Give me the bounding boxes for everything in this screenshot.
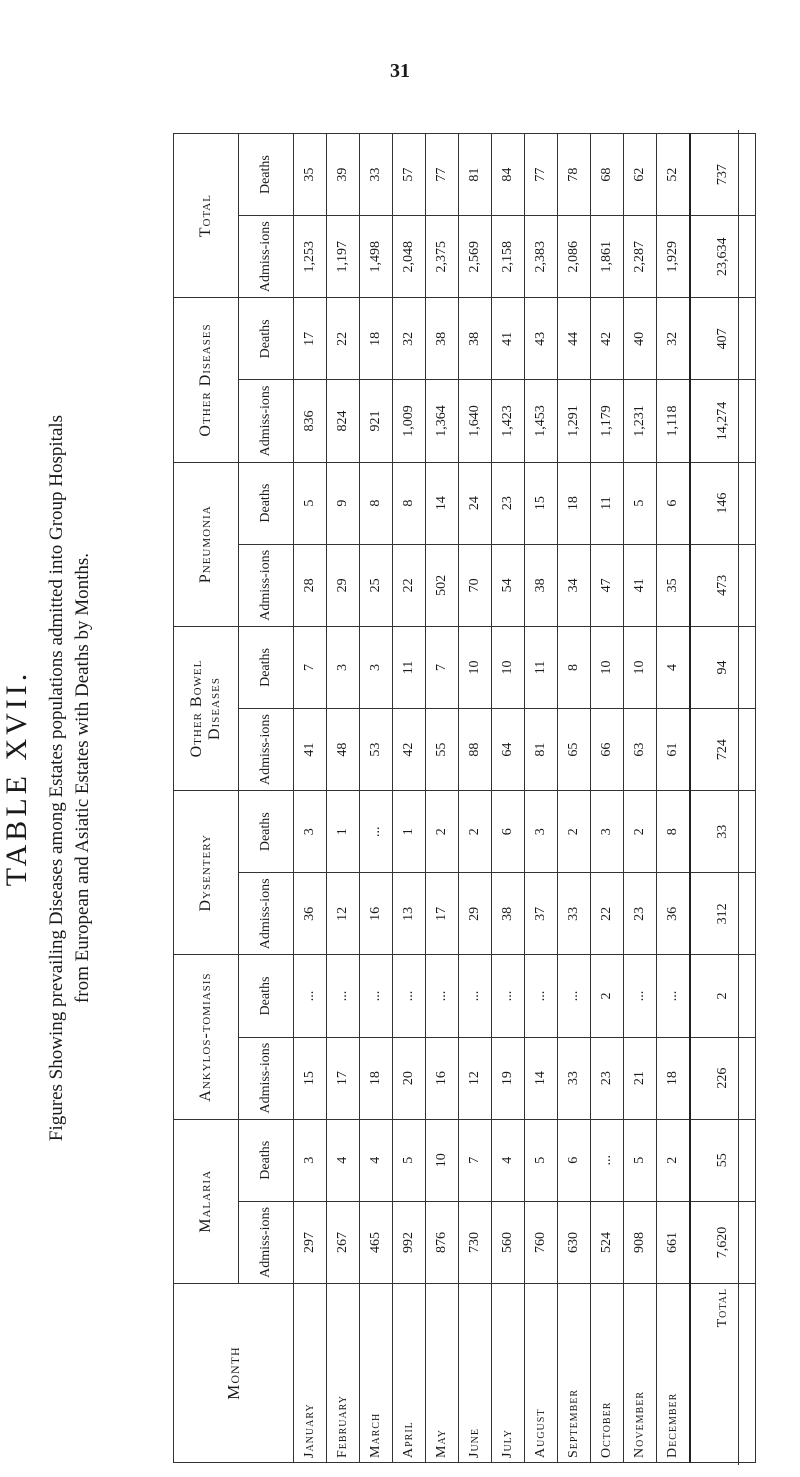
- sub-header-admissions: Admiss-ions: [238, 1037, 293, 1119]
- sub-header-admissions: Admiss-ions: [238, 1201, 293, 1283]
- admissions-cell: 661: [656, 1201, 689, 1283]
- deaths-cell: 6: [557, 1119, 590, 1201]
- admissions-cell: 502: [425, 544, 458, 626]
- month-label: December: [664, 1392, 680, 1458]
- table-row: [359, 133, 392, 1462]
- admissions-cell: 22: [392, 544, 425, 626]
- deaths-cell: 78: [557, 133, 590, 215]
- deaths-cell: 44: [557, 297, 590, 379]
- deaths-cell: 3: [293, 1119, 326, 1201]
- admissions-cell: 465: [359, 1201, 392, 1283]
- deaths-cell: 14: [425, 462, 458, 544]
- admissions-cell: 81: [524, 708, 557, 790]
- deaths-cell: ...: [293, 954, 326, 1036]
- deaths-cell: 3: [359, 626, 392, 708]
- deaths-cell: 11: [590, 462, 623, 544]
- month-cell: [458, 1283, 491, 1462]
- deaths-cell: 7: [425, 626, 458, 708]
- admissions-cell: 1,453: [524, 379, 557, 461]
- group-header-pneumonia: Pneumonia: [173, 462, 238, 626]
- month-cell: [524, 1283, 557, 1462]
- total-admissions-cell: 312: [689, 872, 755, 954]
- admissions-cell: 29: [458, 872, 491, 954]
- deaths-cell: 5: [623, 1119, 656, 1201]
- deaths-cell: 4: [656, 626, 689, 708]
- deaths-cell: 8: [359, 462, 392, 544]
- total-deaths-cell: 737: [689, 133, 755, 215]
- deaths-cell: ...: [425, 954, 458, 1036]
- deaths-cell: 22: [326, 297, 359, 379]
- deaths-cell: 52: [656, 133, 689, 215]
- sub-header-admissions: Admiss-ions: [238, 215, 293, 297]
- admissions-cell: 12: [458, 1037, 491, 1119]
- table-subtitle-line-1: Figures Showing prevailing Diseases among Estates populations admitted into Group Hospitals: [46, 414, 67, 1142]
- admissions-cell: 1,929: [656, 215, 689, 297]
- admissions-cell: 66: [590, 708, 623, 790]
- table-area: [170, 130, 735, 1465]
- admissions-cell: 1,197: [326, 215, 359, 297]
- deaths-cell: 35: [293, 133, 326, 215]
- admissions-cell: 37: [524, 872, 557, 954]
- deaths-cell: 18: [557, 462, 590, 544]
- admissions-cell: 267: [326, 1201, 359, 1283]
- admissions-cell: 42: [392, 708, 425, 790]
- month-cell: [293, 1283, 326, 1462]
- group-header-dysentery: Dysentery: [173, 790, 238, 954]
- deaths-cell: 3: [326, 626, 359, 708]
- admissions-cell: 33: [557, 872, 590, 954]
- total-deaths-cell: 407: [689, 297, 755, 379]
- deaths-cell: ...: [359, 790, 392, 872]
- sub-header-deaths: Deaths: [238, 462, 293, 544]
- month-label: August: [532, 1408, 548, 1458]
- deaths-cell: 10: [458, 626, 491, 708]
- month-cell: [326, 1283, 359, 1462]
- sub-header-deaths: Deaths: [238, 954, 293, 1036]
- deaths-cell: 10: [590, 626, 623, 708]
- admissions-cell: 1,231: [623, 379, 656, 461]
- admissions-cell: 1,179: [590, 379, 623, 461]
- deaths-cell: 7: [458, 1119, 491, 1201]
- deaths-cell: 2: [557, 790, 590, 872]
- sub-header-admissions: Admiss-ions: [238, 708, 293, 790]
- admissions-cell: 53: [359, 708, 392, 790]
- admissions-cell: 12: [326, 872, 359, 954]
- table-row: [293, 133, 326, 1462]
- admissions-cell: 730: [458, 1201, 491, 1283]
- admissions-cell: 630: [557, 1201, 590, 1283]
- admissions-cell: 41: [293, 708, 326, 790]
- deaths-cell: 23: [491, 462, 524, 544]
- admissions-cell: 23: [590, 1037, 623, 1119]
- admissions-cell: 21: [623, 1037, 656, 1119]
- admissions-cell: 992: [392, 1201, 425, 1283]
- deaths-cell: 10: [491, 626, 524, 708]
- deaths-cell: 38: [425, 297, 458, 379]
- deaths-cell: 33: [359, 133, 392, 215]
- deaths-cell: 3: [293, 790, 326, 872]
- deaths-cell: 10: [425, 1119, 458, 1201]
- deaths-cell: 2: [458, 790, 491, 872]
- table-body: [293, 133, 755, 1462]
- deaths-cell: 38: [458, 297, 491, 379]
- deaths-cell: 8: [557, 626, 590, 708]
- admissions-cell: 38: [491, 872, 524, 954]
- admissions-cell: 63: [623, 708, 656, 790]
- total-admissions-cell: 226: [689, 1037, 755, 1119]
- admissions-cell: 36: [293, 872, 326, 954]
- admissions-cell: 2,383: [524, 215, 557, 297]
- month-cell: [557, 1283, 590, 1462]
- month-cell: [425, 1283, 458, 1462]
- table-row: [623, 133, 656, 1462]
- admissions-cell: 1,423: [491, 379, 524, 461]
- total-admissions-cell: 14,274: [689, 379, 755, 461]
- admissions-cell: 35: [656, 544, 689, 626]
- table-row: [458, 133, 491, 1462]
- month-label: February: [334, 1394, 350, 1458]
- admissions-cell: 41: [623, 544, 656, 626]
- admissions-cell: 17: [425, 872, 458, 954]
- admissions-cell: 36: [656, 872, 689, 954]
- deaths-cell: 2: [656, 1119, 689, 1201]
- admissions-cell: 13: [392, 872, 425, 954]
- rotated-table: [173, 133, 733, 1463]
- deaths-cell: 17: [293, 297, 326, 379]
- admissions-cell: 2,287: [623, 215, 656, 297]
- total-admissions-cell: 23,634: [689, 215, 755, 297]
- sub-header-admissions: Admiss-ions: [238, 872, 293, 954]
- admissions-cell: 1,118: [656, 379, 689, 461]
- table-title: TABLE XVII.: [0, 669, 33, 887]
- month-label: January: [301, 1402, 317, 1458]
- total-admissions-cell: 473: [689, 544, 755, 626]
- table-row: [524, 133, 557, 1462]
- admissions-cell: 65: [557, 708, 590, 790]
- sub-header-deaths: Deaths: [238, 297, 293, 379]
- deaths-cell: 62: [623, 133, 656, 215]
- sub-header-deaths: Deaths: [238, 1119, 293, 1201]
- month-label: July: [499, 1428, 515, 1458]
- deaths-cell: 43: [524, 297, 557, 379]
- admissions-cell: 64: [491, 708, 524, 790]
- deaths-cell: ...: [590, 1119, 623, 1201]
- group-header-ankylostomiasis: Ankylos-tomiasis: [173, 954, 238, 1118]
- deaths-cell: 4: [491, 1119, 524, 1201]
- admissions-cell: 15: [293, 1037, 326, 1119]
- admissions-cell: 88: [458, 708, 491, 790]
- sub-header-deaths: Deaths: [238, 133, 293, 215]
- sub-header-deaths: Deaths: [238, 626, 293, 708]
- admissions-cell: 48: [326, 708, 359, 790]
- admissions-cell: 1,861: [590, 215, 623, 297]
- deaths-cell: 68: [590, 133, 623, 215]
- deaths-cell: 84: [491, 133, 524, 215]
- deaths-cell: 40: [623, 297, 656, 379]
- deaths-cell: ...: [656, 954, 689, 1036]
- table-row: [326, 133, 359, 1462]
- month-label: June: [466, 1427, 482, 1458]
- admissions-cell: 297: [293, 1201, 326, 1283]
- admissions-cell: 16: [425, 1037, 458, 1119]
- admissions-cell: 18: [359, 1037, 392, 1119]
- month-label: May: [433, 1428, 449, 1458]
- month-label: October: [598, 1401, 614, 1458]
- deaths-cell: 11: [392, 626, 425, 708]
- deaths-cell: 5: [293, 462, 326, 544]
- admissions-cell: 560: [491, 1201, 524, 1283]
- admissions-cell: 18: [656, 1037, 689, 1119]
- deaths-cell: 8: [656, 790, 689, 872]
- disease-table: [173, 133, 756, 1463]
- table-subtitle-line-2: from European and Asiatic Estates with Deaths by Months.: [71, 552, 93, 1004]
- table-row: [656, 133, 689, 1462]
- deaths-cell: 32: [656, 297, 689, 379]
- admissions-cell: 19: [491, 1037, 524, 1119]
- total-admissions-cell: 724: [689, 708, 755, 790]
- group-header-malaria: Malaria: [173, 1119, 238, 1283]
- total-deaths-cell: 2: [689, 954, 755, 1036]
- admissions-cell: 2,048: [392, 215, 425, 297]
- admissions-cell: 14: [524, 1037, 557, 1119]
- total-deaths-cell: 146: [689, 462, 755, 544]
- admissions-cell: 17: [326, 1037, 359, 1119]
- group-header-total: Total: [173, 133, 238, 297]
- month-label: September: [565, 1388, 581, 1458]
- deaths-cell: 7: [293, 626, 326, 708]
- admissions-cell: 70: [458, 544, 491, 626]
- deaths-cell: 41: [491, 297, 524, 379]
- admissions-cell: 34: [557, 544, 590, 626]
- total-row: [689, 133, 755, 1462]
- deaths-cell: 1: [326, 790, 359, 872]
- deaths-cell: 4: [359, 1119, 392, 1201]
- sub-header-admissions: Admiss-ions: [238, 544, 293, 626]
- month-cell: [623, 1283, 656, 1462]
- admissions-cell: 2,569: [458, 215, 491, 297]
- deaths-cell: 11: [524, 626, 557, 708]
- admissions-cell: 23: [623, 872, 656, 954]
- admissions-cell: 1,498: [359, 215, 392, 297]
- admissions-cell: 54: [491, 544, 524, 626]
- deaths-cell: ...: [326, 954, 359, 1036]
- deaths-cell: 2: [425, 790, 458, 872]
- table-row: [392, 133, 425, 1462]
- sub-header-deaths: Deaths: [238, 790, 293, 872]
- admissions-cell: 33: [557, 1037, 590, 1119]
- admissions-cell: 824: [326, 379, 359, 461]
- admissions-cell: 61: [656, 708, 689, 790]
- admissions-cell: 908: [623, 1201, 656, 1283]
- deaths-cell: 2: [590, 954, 623, 1036]
- admissions-cell: 20: [392, 1037, 425, 1119]
- deaths-cell: ...: [557, 954, 590, 1036]
- total-deaths-cell: 33: [689, 790, 755, 872]
- deaths-cell: ...: [623, 954, 656, 1036]
- deaths-cell: 3: [524, 790, 557, 872]
- deaths-cell: 39: [326, 133, 359, 215]
- month-cell: [359, 1283, 392, 1462]
- group-header-other-diseases: Other Diseases: [173, 297, 238, 461]
- admissions-cell: 1,253: [293, 215, 326, 297]
- deaths-cell: 6: [656, 462, 689, 544]
- table-row: [557, 133, 590, 1462]
- admissions-cell: 25: [359, 544, 392, 626]
- deaths-cell: 2: [623, 790, 656, 872]
- table-row: [491, 133, 524, 1462]
- sub-header-row: [238, 133, 293, 1462]
- total-label: Total: [689, 1283, 755, 1462]
- month-header: Month: [173, 1283, 293, 1462]
- sub-header-admissions: Admiss-ions: [238, 379, 293, 461]
- deaths-cell: 5: [524, 1119, 557, 1201]
- deaths-cell: 10: [623, 626, 656, 708]
- month-label: November: [631, 1390, 647, 1458]
- admissions-cell: 29: [326, 544, 359, 626]
- admissions-cell: 28: [293, 544, 326, 626]
- deaths-cell: 42: [590, 297, 623, 379]
- deaths-cell: ...: [458, 954, 491, 1036]
- table-heading: [0, 128, 120, 1428]
- deaths-cell: ...: [359, 954, 392, 1036]
- admissions-cell: 2,158: [491, 215, 524, 297]
- table-row: [425, 133, 458, 1462]
- month-cell: [656, 1283, 689, 1462]
- deaths-cell: 77: [425, 133, 458, 215]
- admissions-cell: 1,009: [392, 379, 425, 461]
- month-cell: [590, 1283, 623, 1462]
- page-number: 31: [390, 60, 410, 82]
- deaths-cell: 81: [458, 133, 491, 215]
- deaths-cell: 3: [590, 790, 623, 872]
- deaths-cell: 24: [458, 462, 491, 544]
- deaths-cell: 18: [359, 297, 392, 379]
- admissions-cell: 2,086: [557, 215, 590, 297]
- admissions-cell: 836: [293, 379, 326, 461]
- table-row: [590, 133, 623, 1462]
- admissions-cell: 1,291: [557, 379, 590, 461]
- admissions-cell: 47: [590, 544, 623, 626]
- group-header-other-bowel-diseases: Other Bowel Diseases: [173, 626, 238, 790]
- deaths-cell: 8: [392, 462, 425, 544]
- deaths-cell: 5: [392, 1119, 425, 1201]
- total-deaths-cell: 94: [689, 626, 755, 708]
- admissions-cell: 2,375: [425, 215, 458, 297]
- admissions-cell: 55: [425, 708, 458, 790]
- admissions-cell: 1,640: [458, 379, 491, 461]
- deaths-cell: 6: [491, 790, 524, 872]
- total-deaths-cell: 55: [689, 1119, 755, 1201]
- admissions-cell: 876: [425, 1201, 458, 1283]
- deaths-cell: 4: [326, 1119, 359, 1201]
- admissions-cell: 921: [359, 379, 392, 461]
- deaths-cell: 77: [524, 133, 557, 215]
- deaths-cell: 57: [392, 133, 425, 215]
- month-cell: [392, 1283, 425, 1462]
- deaths-cell: 5: [623, 462, 656, 544]
- deaths-cell: 9: [326, 462, 359, 544]
- admissions-cell: 1,364: [425, 379, 458, 461]
- month-cell: [491, 1283, 524, 1462]
- admissions-cell: 38: [524, 544, 557, 626]
- deaths-cell: ...: [491, 954, 524, 1036]
- deaths-cell: ...: [392, 954, 425, 1036]
- total-admissions-cell: 7,620: [689, 1201, 755, 1283]
- deaths-cell: 15: [524, 462, 557, 544]
- month-label: March: [367, 1412, 383, 1458]
- admissions-cell: 760: [524, 1201, 557, 1283]
- deaths-cell: 32: [392, 297, 425, 379]
- admissions-cell: 524: [590, 1201, 623, 1283]
- deaths-cell: 1: [392, 790, 425, 872]
- deaths-cell: ...: [524, 954, 557, 1036]
- month-label: April: [400, 1420, 416, 1458]
- admissions-cell: 16: [359, 872, 392, 954]
- admissions-cell: 22: [590, 872, 623, 954]
